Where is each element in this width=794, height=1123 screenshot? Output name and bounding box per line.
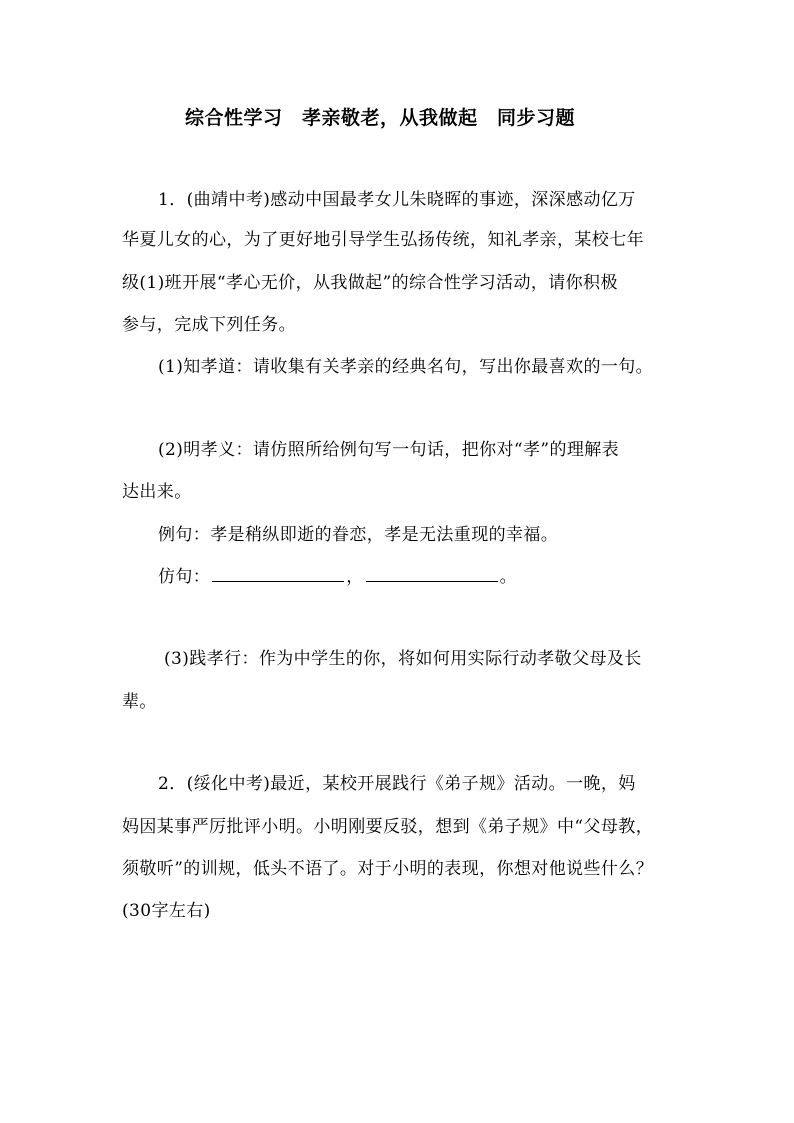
q2-line-2: 妈因某事严厉批评小明。小明刚要反驳，想到《弟子规》中“父母教， [122, 817, 654, 837]
q1-sub2-line-2: 达出来。 [122, 482, 192, 502]
q1-line-3: 级(1)班开展“孝心无价，从我做起”的综合性学习活动，请你积极 [122, 273, 618, 293]
q2-line-4: (30字左右) [122, 901, 211, 921]
imitate-blank-2[interactable] [366, 563, 498, 582]
q2-line-1: 2．(绥化中考)最近，某校开展践行《弟子规》活动。一晚，妈 [158, 774, 636, 794]
q1-sub3-line-1: (3)践孝行：作为中学生的你，将如何用实际行动孝敬父母及长 [164, 649, 642, 669]
imitate-label: 仿句： [158, 567, 211, 587]
q1-sub2-line-1: (2)明孝义：请仿照所给例句写一句话，把你对“孝”的理解表 [158, 440, 620, 460]
imitate-separator: ， [346, 567, 364, 587]
q1-sub1: (1)知孝道：请收集有关孝亲的经典名句，写出你最喜欢的一句。 [158, 357, 654, 377]
q1-line-1: 1．(曲靖中考)感动中国最孝女儿朱晓晖的事迹，深深感动亿万 [158, 190, 636, 210]
imitate-blank-1[interactable] [212, 563, 344, 582]
document-title: 综合性学习 孝亲敬老，从我做起 同步习题 [184, 107, 575, 129]
q1-line-2: 华夏儿女的心，为了更好地引导学生弘扬传统，知礼孝亲，某校七年 [122, 230, 644, 250]
imitate-end: 。 [499, 567, 518, 587]
q1-imitate-row [158, 563, 517, 591]
q1-sub3-line-2: 辈。 [122, 692, 157, 712]
q2-line-3: 须敬听”的训规，低头不语了。对于小明的表现，你想对他说些什么？ [122, 859, 654, 879]
q1-line-4: 参与，完成下列任务。 [122, 315, 296, 335]
q1-example: 例句：孝是稍纵即逝的眷恋，孝是无法重现的幸福。 [158, 525, 559, 545]
